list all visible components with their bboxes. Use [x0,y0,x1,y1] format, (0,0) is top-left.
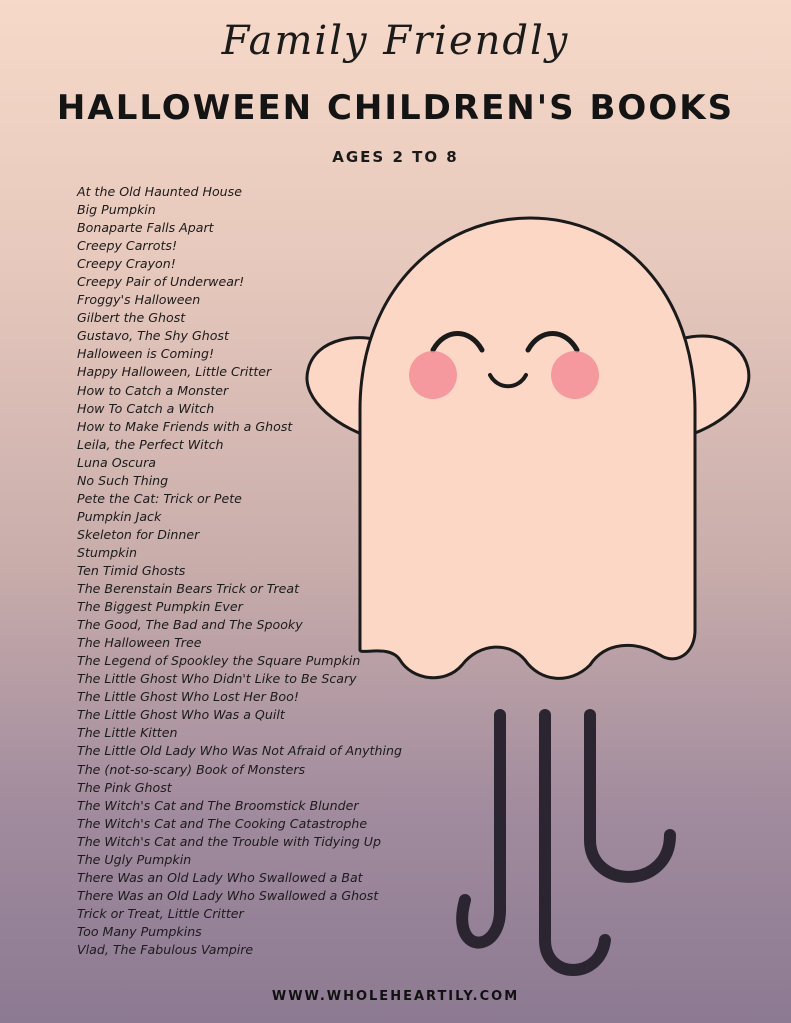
book-title: Pete the Cat: Trick or Pete [77,490,242,506]
book-title: Stumpkin [77,544,137,560]
ghost-strand-1 [462,715,500,943]
book-title: Gustavo, The Shy Ghost [77,328,229,344]
book-title: The Pink Ghost [77,779,172,795]
book-title: The Little Old Lady Who Was Not Afraid of Anything [77,743,402,759]
script-title: Family Friendly [221,18,570,64]
book-title: The Witch's Cat and The Cooking Catastrophe [77,815,368,831]
age-subtitle: AGES 2 TO 8 [332,148,459,166]
book-title: The Witch's Cat and the Trouble with Tidying Up [77,833,381,849]
book-title: Halloween is Coming! [77,346,215,362]
book-title: Trick or Treat, Little Critter [77,905,244,921]
book-title: At the Old Haunted House [77,184,242,199]
book-title: Creepy Pair of Underwear! [77,274,245,290]
book-title: The Good, The Bad and The Spooky [77,617,303,633]
book-title: The Little Ghost Who Lost Her Boo! [77,689,299,705]
book-title: There Was an Old Lady Who Swallowed a Bat [77,869,363,885]
ghost-illustration [300,210,760,990]
ghost-right-cheek [551,351,599,399]
book-title: Creepy Crayon! [77,256,176,272]
book-title: The Legend of Spookley the Square Pumpkin [77,653,361,669]
book-title: The (not-so-scary) Book of Monsters [77,761,306,777]
ghost-left-cheek [409,351,457,399]
book-title: Too Many Pumpkins [77,923,202,939]
book-title: No Such Thing [77,472,169,488]
book-title: Happy Halloween, Little Critter [77,364,272,380]
page-title: HALLOWEEN CHILDREN'S BOOKS [56,88,735,128]
book-title: Vlad, The Fabulous Vampire [77,941,254,957]
book-title: Pumpkin Jack [77,508,162,524]
book-title: Ten Timid Ghosts [77,562,186,578]
book-title: How To Catch a Witch [77,400,215,416]
book-title: Leila, the Perfect Witch [77,436,224,452]
book-title: How to Catch a Monster [77,382,229,398]
book-title: The Little Ghost Who Was a Quilt [77,707,285,723]
ghost-body [360,218,695,678]
book-title: Gilbert the Ghost [77,310,186,326]
book-title: The Witch's Cat and The Broomstick Blunder [77,797,359,813]
book-title: The Little Kitten [77,725,178,741]
book-title: Big Pumpkin [77,202,156,218]
book-title: Froggy's Halloween [77,292,201,308]
book-title: Creepy Carrots! [77,238,178,254]
website-url: WWW.WHOLEHEARTILY.COM [271,989,520,1004]
book-title: Skeleton for Dinner [77,526,200,542]
book-title: There Was an Old Lady Who Swallowed a Ghost [77,887,379,903]
ghost-strand-3 [590,715,670,877]
book-title: The Ugly Pumpkin [77,851,192,867]
book-title: The Berenstain Bears Trick or Treat [77,581,300,597]
book-title: The Biggest Pumpkin Ever [77,599,243,615]
book-title: Luna Oscura [77,454,156,470]
book-title: The Halloween Tree [77,635,202,651]
book-title: How to Make Friends with a Ghost [77,418,293,434]
book-title: The Little Ghost Who Didn't Like to Be Scary [77,671,357,687]
book-title: Bonaparte Falls Apart [77,220,214,236]
